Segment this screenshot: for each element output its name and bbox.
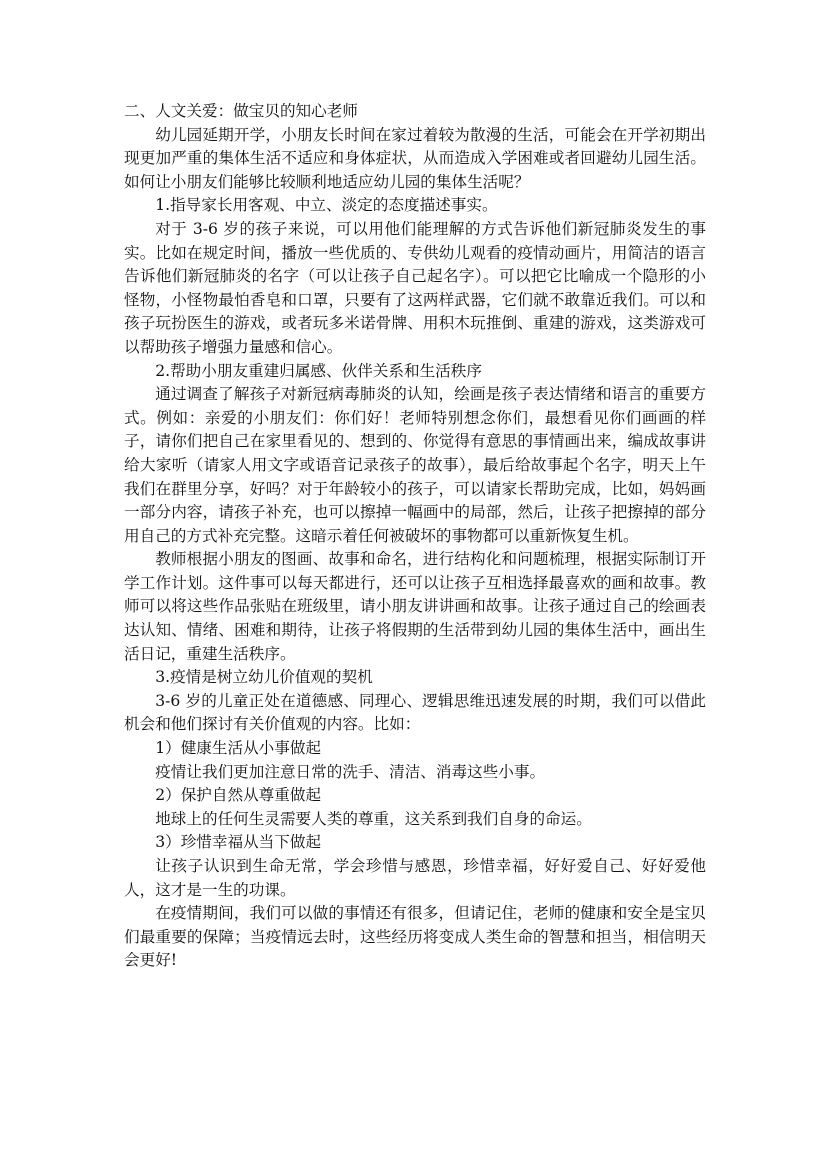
list-item-3-title: 3）珍惜幸福从当下做起 xyxy=(155,833,322,852)
paragraph-drawing: 通过调查了解孩子对新冠病毒肺炎的认知，绘画是孩子表达情绪和语言的重要方式。例如：亲爱的小朋友们：你们好！老师特别想念你们，最想看见你们画画的样子，请你们把自己在家里看见的、想到的、你觉得有意思的事情画出来，编成故事讲给大家听（请家人用文字或语音记录孩子的故事），最后给故事起个名字，明天上午我们在群里分享，好吗？对于年龄较小的孩子，可以请家长帮助完成，比如，妈妈画一部分内容，请孩子补充，也可以擦掉一幅画中的局部，然后，让孩子把擦掉的部分用自己的方式补充完整。这暗示着任何被破坏的事物都可以重新恢复生机。 xyxy=(124,385,706,545)
subheading-3: 3.疫情是树立幼儿价值观的契机 xyxy=(155,668,373,687)
paragraph-values: 3-6 岁的儿童正处在道德感、同理心、逻辑思维迅速发展的时期，我们可以借此机会和他们探讨有关价值观的内容。比如： xyxy=(124,691,706,734)
subheading-1: 1.指导家长用客观、中立、淡定的态度描述事实。 xyxy=(155,196,498,215)
list-item-1-text: 疫情让我们更加注意日常的洗手、清洁、消毒这些小事。 xyxy=(155,762,546,781)
paragraph-intro: 幼儿园延期开学，小朋友长时间在家过着较为散漫的生活，可能会在开学初期出现更加严重的集体生活不适应和身体症状，从而造成入学困难或者回避幼儿园生活。如何让小朋友们能够比较顺利地适应幼儿园的集体生活呢？ xyxy=(124,125,706,191)
paragraph-closing: 在疫情期间，我们可以做的事情还有很多，但请记住，老师的健康和安全是宝贝们最重要的保障；当疫情远去时，这些经历将变成人类生命的智慧和担当，相信明天会更好! xyxy=(124,904,706,970)
paragraph-teacher-plan: 教师根据小朋友的图画、故事和命名，进行结构化和问题梳理，根据实际制订开学工作计划。这件事可以每天都进行，还可以让孩子互相选择最喜欢的画和故事。教师可以将这些作品张贴在班级里，请小朋友讲讲画和故事。让孩子通过自己的绘画表达认知、情绪、困难和期待，让孩子将假期的生活带到幼儿园的集体生活中，画出生活日记，重建生活秩序。 xyxy=(124,550,706,663)
list-item-2-title: 2）保护自然从尊重做起 xyxy=(155,786,322,805)
paragraph-facts: 对于 3-6 岁的孩子来说，可以用他们能理解的方式告诉他们新冠肺炎发生的事实。比如在规定时间，播放一些优质的、专供幼儿观看的疫情动画片，用简洁的语言告诉他们新冠肺炎的名字（可以让孩子自己起名字）。可以把它比喻成一个隐形的小怪物，小怪物最怕香皂和口罩，只要有了这两样武器，它们就不敢靠近我们。可以和孩子玩扮医生的游戏，或者玩多米诺骨牌、用积木玩推倒、重建的游戏，这类游戏可以帮助孩子增强力量感和信心。 xyxy=(124,219,706,356)
subheading-2: 2.帮助小朋友重建归属感、伙伴关系和生活秩序 xyxy=(155,361,482,380)
list-item-1-title: 1）健康生活从小事做起 xyxy=(155,739,322,758)
document-body xyxy=(124,100,706,973)
list-item-3-text: 让孩子认识到生命无常，学会珍惜与感恩，珍惜幸福，好好爱自己、好好爱他人，这才是一生的功课。 xyxy=(124,857,706,899)
list-item-2-text: 地球上的任何生灵需要人类的尊重，这关系到我们自身的命运。 xyxy=(155,809,592,828)
section-heading: 二、人文关爱：做宝贝的知心老师 xyxy=(124,102,358,120)
